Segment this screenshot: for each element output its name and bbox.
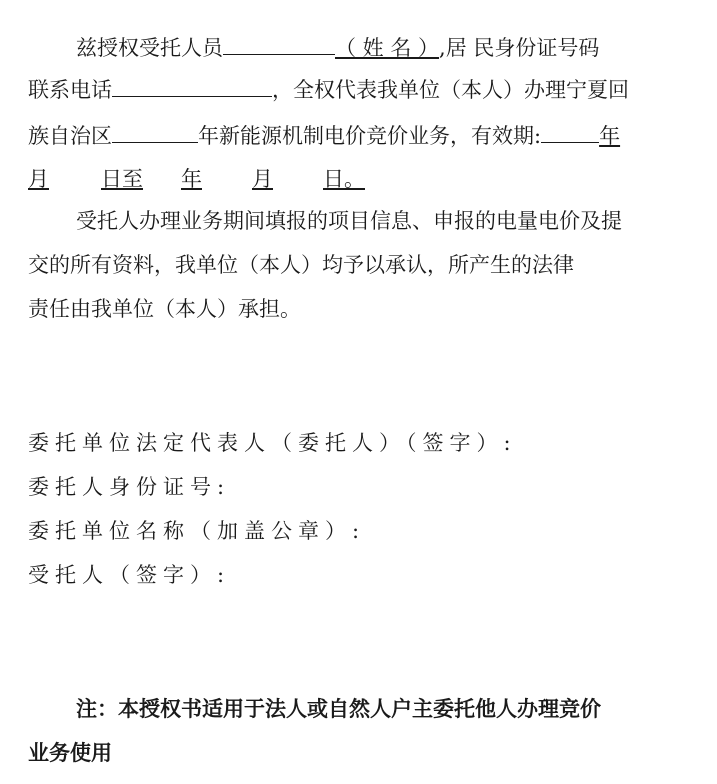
text: 年 [181,167,202,191]
text: 年 [599,124,621,148]
para2-line1: 受托人办理业务期间填报的项目信息、申报的电量电价及提 [76,209,622,233]
phone-blank[interactable] [112,72,272,97]
name-blank[interactable] [223,30,335,55]
signature-unit-name: 委托单位名称（加盖公章）: [28,519,366,543]
text: 年新能源机制电价竞价业务，有效期: [198,124,542,148]
text: 族自治区 [28,124,112,148]
text: 日至 [101,167,143,191]
signature-trustee: 受托人（签字）: [28,563,231,587]
para1-line2 [28,72,717,105]
text: ，全权代表我单位（本人）办理宁夏回 [272,78,629,102]
signature-id-number: 委托人身份证号: [28,475,231,499]
para1-line1 [76,30,717,63]
para1-line3 [28,118,717,151]
text: 月 [252,167,273,191]
para1-line4 [28,164,717,194]
text: 兹授权受托人员 [76,36,223,60]
year-blank[interactable] [112,118,198,143]
text: （ 姓 名 ） [335,36,440,60]
start-year-blank[interactable] [541,118,599,143]
note-line1: 注：本授权书适用于法人或自然人户主委托他人办理竞价 [76,696,601,721]
signature-legal-rep: 委托单位法定代表人（委托人）（签字）: [28,431,517,455]
text: 日。 [323,167,365,191]
para2-line2: 交的所有资料，我单位（本人）均予以承认，所产生的法律 [28,253,574,277]
text: 联系电话 [28,78,112,102]
text: 月 [28,167,49,191]
text: ,居 民身份证号码 [439,36,600,60]
para2-line3: 责任由我单位（本人）承担。 [28,297,301,321]
note-line2: 业务使用 [28,740,112,765]
